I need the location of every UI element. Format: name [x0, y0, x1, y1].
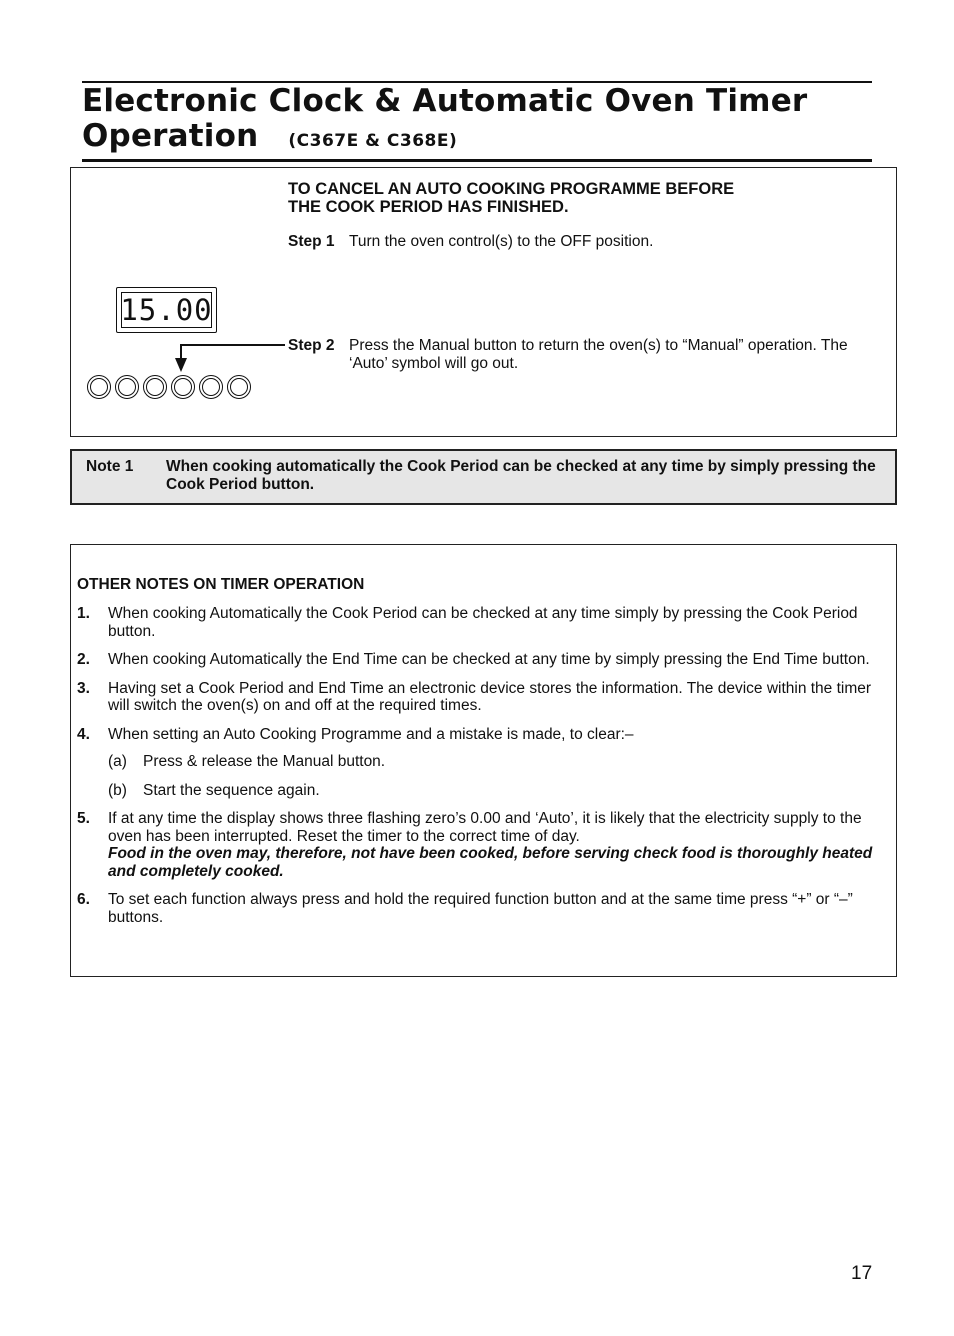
sub-list-item-number: (b) [108, 781, 127, 799]
title-line-2: Operation [82, 118, 259, 154]
list-item-number: 4. [77, 725, 90, 743]
list-item [77, 651, 887, 669]
list-item [77, 810, 887, 880]
other-notes-list [77, 605, 887, 937]
cancel-heading [288, 180, 734, 216]
timer-button-1[interactable] [87, 375, 111, 399]
sub-list-item-number: (a) [108, 753, 127, 770]
list-item-number: 2. [77, 651, 90, 668]
list-item-number: 3. [77, 679, 90, 697]
step-2 [288, 337, 888, 377]
list-item-text: When cooking Automatically the Cook Period can be checked at any time simply by pressing the Cook Period button. [108, 605, 858, 640]
timer-button-row [87, 375, 251, 401]
cancel-heading-line-2: THE COOK PERIOD HAS FINISHED. [288, 198, 569, 216]
list-item [77, 891, 887, 926]
list-item [77, 680, 887, 715]
step-1 [288, 233, 888, 253]
timer-display-value: 15.00 [120, 293, 213, 327]
list-item-number: 5. [77, 810, 90, 827]
sub-list-item [108, 782, 887, 800]
list-item [77, 726, 887, 800]
other-notes-heading: OTHER NOTES ON TIMER OPERATION [77, 576, 365, 593]
page-title [82, 84, 807, 159]
manual-button[interactable] [171, 375, 195, 399]
other-notes-panel [70, 544, 897, 977]
timer-button-3[interactable] [143, 375, 167, 399]
note-1-label: Note 1 [86, 458, 134, 475]
sub-list-item-text: Start the sequence again. [143, 781, 320, 799]
header-bottom-rule [82, 159, 872, 162]
step-2-text: Press the Manual button to return the oven(s) to “Manual” operation. The ‘Auto’ symbol will go out. [349, 337, 848, 372]
timer-button-6[interactable] [227, 375, 251, 399]
list-item-text: To set each function always press and hold the required function button and at the same time press “+” or “–” buttons. [108, 891, 853, 926]
list-item-text: When cooking Automatically the End Time can be checked at any time by simply pressing the End Time button. [108, 651, 870, 668]
list-item-text: Having set a Cook Period and End Time an electronic device stores the information. The device within the timer will switch the oven(s) on and off at the required times. [108, 679, 872, 714]
sub-list-item [108, 753, 887, 771]
list-item [77, 605, 887, 640]
arrow-down-icon [175, 358, 187, 372]
list-item-text: If at any time the display shows three flashing zero’s 0.00 and ‘Auto’, it is likely that the electricity supply to the oven has been interrupted. Reset the timer to the correct time of day. [108, 810, 862, 845]
sub-list-item-text: Press & release the Manual button. [143, 753, 386, 770]
model-numbers: (C367E & C368E) [288, 131, 458, 151]
list-item-number: 6. [77, 891, 90, 908]
timer-button-2[interactable] [115, 375, 139, 399]
note-1-text: When cooking automatically the Cook Period can be checked at any time by simply pressing the Cook Period button. [166, 458, 876, 493]
step-1-label: Step 1 [288, 233, 335, 250]
step-2-label: Step 2 [288, 337, 335, 354]
clear-steps-list [108, 753, 887, 799]
timer-button-5[interactable] [199, 375, 223, 399]
page-number: 17 [851, 1263, 873, 1284]
cancel-programme-panel [70, 167, 897, 437]
cancel-heading-line-1: TO CANCEL AN AUTO COOKING PROGRAMME BEFORE [288, 180, 735, 198]
note-1-box [70, 449, 897, 505]
title-line-1: Electronic Clock & Automatic Oven Timer [82, 83, 808, 119]
list-item-number: 1. [77, 605, 90, 622]
pointer-line [180, 344, 285, 346]
timer-display [116, 287, 217, 333]
food-safety-warning: Food in the oven may, therefore, not have been cooked, before serving check food is thoroughly heated and completely cooked. [108, 845, 873, 880]
list-item-text: When setting an Auto Cooking Programme and a mistake is made, to clear:– [108, 725, 634, 743]
step-1-text: Turn the oven control(s) to the OFF position. [349, 233, 654, 250]
